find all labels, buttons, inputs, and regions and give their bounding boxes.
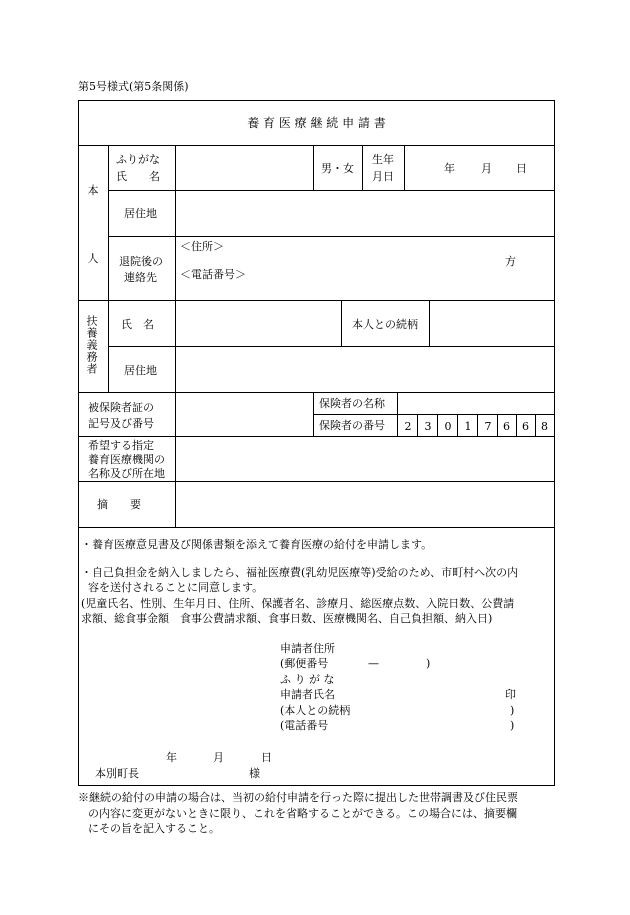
declaration-line4: (児童氏名、性別、生年月日、住所、保護者名、診療月、総医療点数、入院日数、公費請 — [81, 597, 515, 610]
applicant-name-label: 申請者氏名 — [280, 688, 335, 701]
frame-bottom — [78, 785, 555, 786]
col-line-insurer-left — [313, 392, 314, 436]
gender-select[interactable]: 男・女 — [321, 162, 354, 175]
guardian-name-label: 氏 名 — [121, 318, 154, 331]
dob-year: 年 — [444, 162, 455, 175]
insurance-label-line1: 被保険者証の — [88, 401, 154, 414]
insurance-label-line2: 記号及び番号 — [88, 417, 154, 430]
insurer-name-label: 保険者の名称 — [319, 397, 385, 410]
applicant-relation-close: ) — [510, 704, 515, 717]
col-line-dob-right — [404, 145, 405, 190]
dob-label-line1: 生年 — [372, 153, 394, 166]
contact-label-line1: 退院後の — [119, 255, 163, 268]
guardian-relation-label: 本人との続柄 — [352, 318, 418, 331]
insurer-digit: 3 — [424, 420, 432, 433]
row-line-insurer-mid — [313, 414, 555, 415]
row-line-title — [78, 145, 555, 146]
footnote-line2: の内容に変更がないときに限り、これを省略することができる。この場合には、摘要欄 — [88, 807, 517, 820]
frame-top — [78, 100, 555, 101]
residence-label: 居住地 — [124, 207, 157, 220]
footnote-line3: にその旨を記入すること。 — [88, 822, 220, 835]
contact-suffix: 方 — [505, 255, 516, 268]
facility-label-line1: 希望する指定 — [88, 439, 154, 452]
facility-label-line2: 養育医療機関の — [88, 453, 165, 466]
guardian-section-label: 扶養義務者 — [85, 315, 98, 375]
signature-year: 年 — [166, 751, 177, 764]
person-section-bottom: 人 — [87, 252, 99, 265]
declaration-line2: ・自己負担金を納入しましたら、福祉医療費(乳幼児医療等)受給のため、市町村へ次の内 — [81, 566, 519, 579]
insurer-digit: 6 — [503, 420, 510, 433]
guardian-residence-label: 居住地 — [124, 364, 157, 377]
insurer-digit: 0 — [444, 420, 452, 433]
dob-day: 日 — [516, 162, 527, 175]
applicant-furigana-label: ふ り が な — [280, 673, 335, 686]
facility-label-line3: 名称及び所在地 — [88, 467, 165, 480]
col-line-label — [175, 145, 176, 527]
person-section-top: 本 — [87, 184, 99, 197]
dob-month: 月 — [481, 162, 492, 175]
row-line-insurance — [78, 436, 555, 437]
applicant-postal-close: ) — [426, 657, 431, 670]
col-line-relation-right — [429, 300, 430, 346]
applicant-phone-label: (電話番号 — [280, 719, 329, 732]
insurer-digit: 6 — [522, 420, 529, 433]
declaration-line5: 求額、総食事金額 食事公費請求額、食事日数、医療機関名、自己負担額、納入日) — [81, 612, 493, 625]
dob-label-line2: 月日 — [372, 170, 394, 183]
form-number: 第5号様式(第5条関係) — [78, 80, 189, 93]
applicant-postal-label: (郵便番号 — [280, 657, 329, 670]
signature-month: 月 — [213, 751, 224, 764]
row-line-guardian — [78, 392, 555, 393]
declaration-line3: 容を送付されることに同意します。 — [88, 581, 264, 594]
applicant-postal-dash: — — [368, 657, 379, 670]
name-label: 氏 名 — [116, 170, 160, 183]
insurer-digit: 2 — [404, 420, 412, 433]
seal-mark: 印 — [505, 688, 516, 701]
applicant-address-label: 申請者住所 — [280, 642, 335, 655]
row-line-facility — [78, 481, 555, 482]
col-line-gender-right — [362, 145, 363, 190]
declaration-line1: ・養育医療意見書及び関係書類を添えて養育医療の給付を申請します。 — [81, 538, 433, 551]
footnote-line1: ※継続の給付の申請の場合は、当初の給付申請を行った際に提出した世帯調書及び住民票 — [78, 791, 518, 804]
contact-address-label: ＜住所＞ — [180, 240, 224, 253]
applicant-relation-label: (本人との続柄 — [280, 704, 351, 717]
frame-left — [78, 100, 79, 786]
frame-right — [554, 100, 555, 786]
remarks-label: 摘 要 — [97, 498, 141, 511]
contact-phone-label: ＜電話番号＞ — [180, 268, 246, 281]
furigana-label: ふりがな — [116, 153, 160, 166]
col-line-section — [108, 145, 109, 392]
signature-day: 日 — [261, 751, 272, 764]
row-line-person — [78, 300, 555, 301]
insurer-digit: 8 — [541, 420, 548, 433]
row-line-remarks — [78, 527, 555, 528]
contact-label-line2: 連絡先 — [124, 271, 157, 284]
addressee-name: 本別町長 — [95, 767, 139, 780]
form-title: 養 育 医 療 継 続 申 請 書 — [247, 116, 386, 130]
addressee-honorific: 様 — [249, 767, 260, 780]
applicant-phone-close: ) — [510, 719, 515, 732]
insurer-number-label: 保険者の番号 — [319, 419, 385, 432]
insurer-digit: 7 — [484, 420, 492, 433]
insurer-digit: 1 — [464, 420, 472, 433]
